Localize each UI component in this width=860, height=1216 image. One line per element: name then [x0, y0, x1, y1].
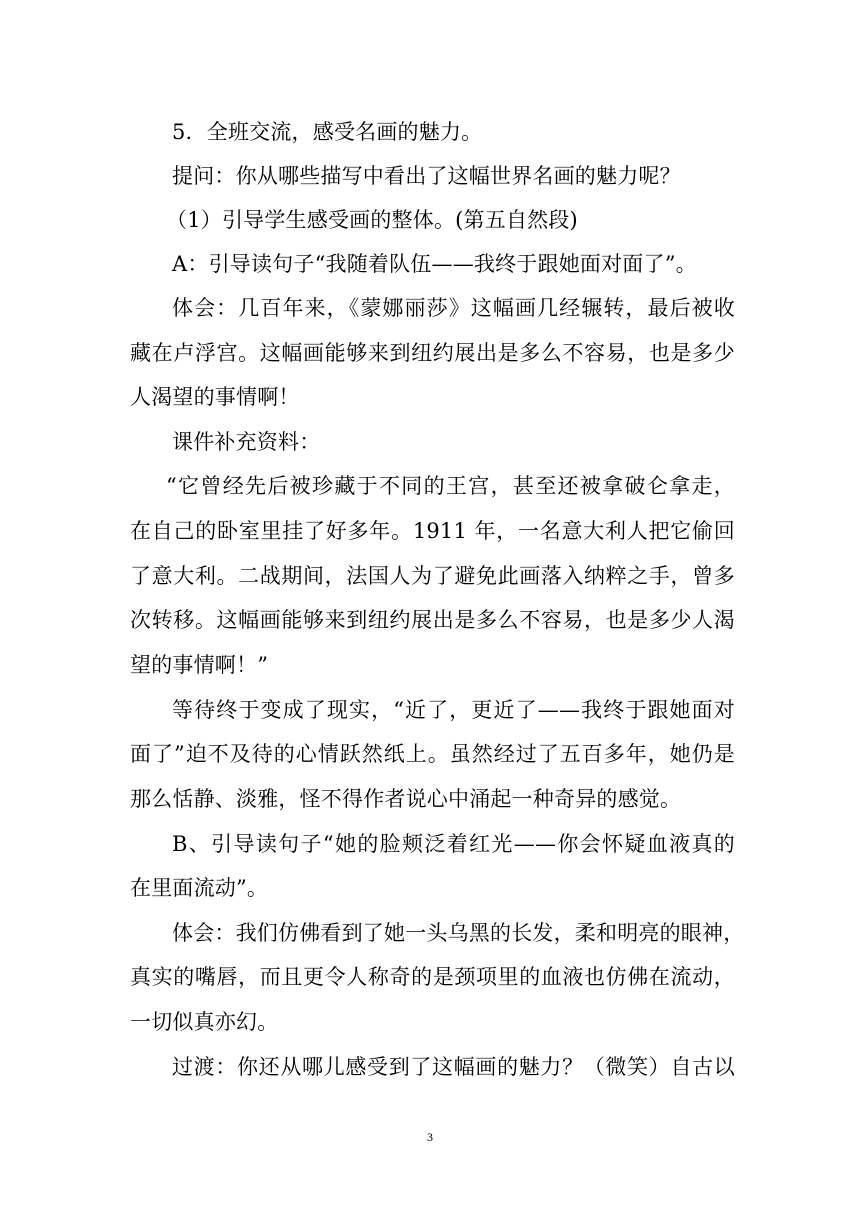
- text-line: 体会：几百年来，《蒙娜丽莎》这幅画几经辗转，最后被收: [172, 296, 735, 320]
- text-line: 了意大利。二战期间，法国人为了避免此画落入纳粹之手，曾多: [130, 564, 735, 588]
- text-line: 真实的嘴唇，而且更令人称奇的是颈项里的血液也仿佛在流动，: [130, 965, 735, 989]
- text-line: 过渡：你还从哪儿感受到了这幅画的魅力？（微笑）自古以: [172, 1055, 735, 1079]
- text-line: 5．全班交流，感受名画的魅力。: [172, 120, 483, 144]
- text-line: 次转移。这幅画能够来到纽约展出是多么不容易，也是多少人渴: [130, 608, 735, 632]
- text-line: 在里面流动”。: [130, 876, 269, 900]
- text-line: 面了”迫不及待的心情跃然纸上。虽然经过了五百多年，她仍是: [130, 742, 735, 766]
- text-line: “它曾经先后被珍藏于不同的王宫，甚至还被拿破仑拿走，: [166, 474, 735, 498]
- text-line: 那么恬静、淡雅，怪不得作者说心中涌起一种奇异的感觉。: [130, 787, 682, 811]
- text-line: 提问：你从哪些描写中看出了这幅世界名画的魅力呢？: [172, 164, 681, 188]
- text-line: B、引导读句子“她的脸颊泛着红光——你会怀疑血液真的: [172, 832, 735, 856]
- page-number: 3: [427, 1130, 433, 1144]
- text-line: 藏在卢浮宫。这幅画能够来到纽约展出是多么不容易，也是多少: [130, 341, 735, 365]
- text-line: 望的事情啊！”: [130, 653, 269, 677]
- text-line: 一切似真亦幻。: [130, 1010, 279, 1034]
- text-line: （1）引导学生感受画的整体。(第五自然段): [166, 208, 578, 232]
- text-line: 人渴望的事情啊！: [130, 385, 300, 409]
- text-line: A：引导读句子“我随着队伍——我终于跟她面对面了”。: [172, 252, 697, 276]
- text-line: 体会：我们仿佛看到了她一头乌黑的长发，柔和明亮的眼神，: [172, 921, 745, 945]
- text-line: 课件补充资料：: [172, 430, 321, 454]
- text-line: 等待终于变成了现实，“近了，更近了——我终于跟她面对: [172, 698, 735, 722]
- text-line: 在自己的卧室里挂了好多年。1911 年，一名意大利人把它偷回: [130, 519, 735, 543]
